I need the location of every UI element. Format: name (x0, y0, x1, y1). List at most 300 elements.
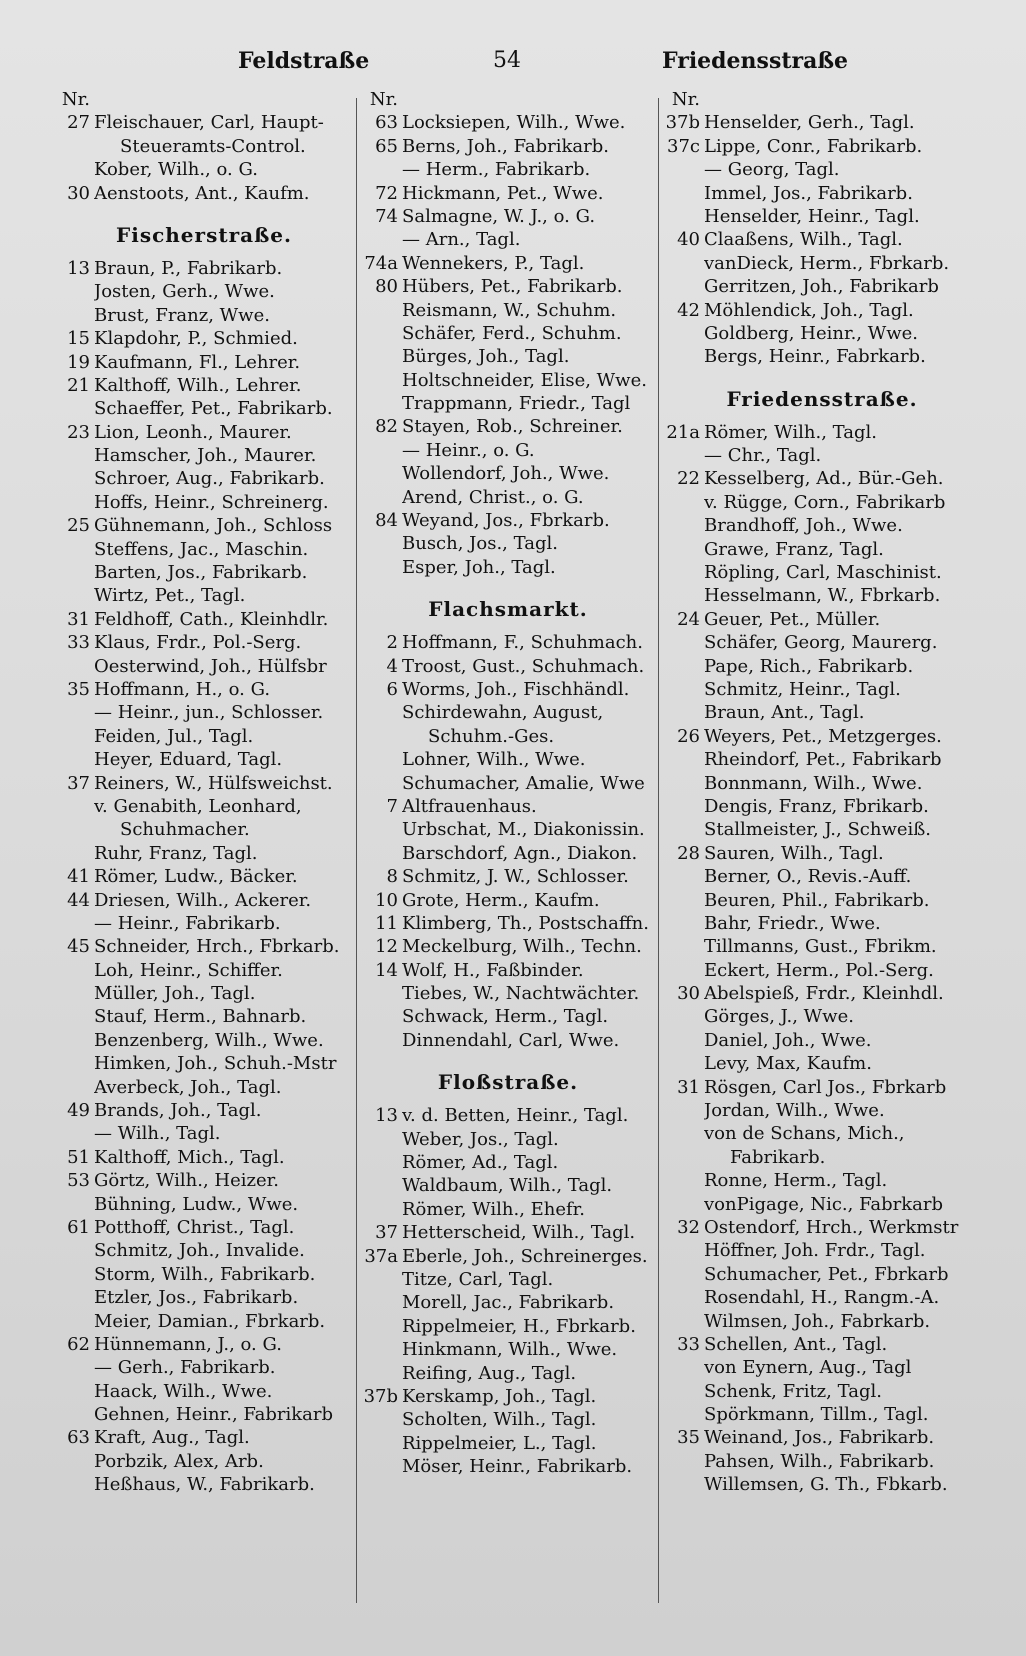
house-number (662, 561, 704, 584)
directory-entry (360, 111, 656, 134)
house-number: 4 (386, 655, 398, 677)
house-number (662, 1403, 704, 1426)
resident-entry: Henselder, Heinr., Tagl. (704, 205, 920, 227)
resident-entry: Bahr, Friedr., Wwe. (704, 912, 881, 934)
resident-entry: Fabrikarb. (730, 1146, 826, 1168)
house-number: Nr. (61, 89, 90, 110)
resident-entry: Weyand, Jos., Fbrkarb. (402, 510, 610, 532)
resident-entry: Storm, Wilh., Fabrikarb. (94, 1263, 316, 1285)
house-number (662, 1169, 704, 1192)
house-number (56, 1263, 94, 1286)
resident-entry: v. Rügge, Corn., Fabrikarb (704, 491, 946, 513)
resident-entry: Fleischauer, Carl, Haupt- (94, 112, 324, 134)
resident-entry: Busch, Jos., Tagl. (402, 533, 558, 555)
directory-entry (662, 322, 982, 345)
resident-entry: Troost, Gust., Schuhmach. (402, 655, 645, 677)
resident-entry: v. Genabith, Leonhard, (94, 795, 302, 817)
house-number (56, 1005, 94, 1028)
resident-entry: — Georg, Tagl. (704, 159, 840, 181)
directory-entry (662, 1333, 982, 1356)
column-right (662, 88, 982, 1497)
house-number (662, 1473, 704, 1496)
house-number (56, 1356, 94, 1379)
resident-entry: Kaufmann, Fl., Lehrer. (94, 351, 301, 373)
house-number (56, 912, 94, 935)
directory-entry (56, 912, 352, 935)
resident-entry: Hünnemann, J., o. G. (94, 1333, 282, 1355)
directory-entry (56, 111, 352, 134)
resident-entry: Schumacher, Pet., Fbrkarb (704, 1263, 949, 1285)
resident-entry: Römer, Ad., Tagl. (402, 1152, 559, 1174)
house-number: 62 (67, 1333, 90, 1355)
resident-entry: Ostendorf, Hrch., Werkmstr (704, 1216, 959, 1238)
house-number (662, 935, 704, 958)
directory-entry (662, 1239, 982, 1262)
directory-entry (360, 818, 656, 841)
directory-entry (662, 111, 982, 134)
resident-entry: Schellen, Ant., Tagl. (704, 1333, 888, 1355)
resident-entry: Lion, Leonh., Maurer. (94, 421, 292, 443)
resident-entry: — Gerh., Fabrikarb. (94, 1357, 276, 1379)
street-heading: Friedensstraße. (726, 386, 918, 411)
directory-entry (360, 556, 656, 579)
resident-entry: Morell, Jac., Fabrikarb. (402, 1292, 615, 1314)
directory-entry (360, 1151, 656, 1174)
resident-entry: Grawe, Franz, Tagl. (704, 538, 884, 560)
house-number: 33 (677, 1333, 700, 1355)
resident-entry: Röpling, Carl, Maschinist. (704, 562, 942, 584)
directory-entry (56, 374, 352, 397)
directory-entry (360, 415, 656, 438)
resident-entry: — Arn., Tagl. (402, 229, 521, 251)
directory-entry (662, 655, 982, 678)
directory-entry (662, 1005, 982, 1028)
house-number (56, 748, 94, 771)
directory-entry (662, 725, 982, 748)
directory-entry (662, 912, 982, 935)
house-number (360, 1268, 402, 1291)
directory-entry (56, 842, 352, 865)
street-heading: Floßstraße. (437, 1070, 579, 1095)
house-number (360, 1408, 402, 1431)
house-number (662, 182, 704, 205)
directory-entry (56, 88, 352, 111)
house-number: 25 (67, 515, 90, 537)
resident-entry: Lohner, Wilh., Wwe. (402, 749, 586, 771)
house-number (662, 678, 704, 701)
house-number: 74a (364, 252, 398, 274)
house-number (56, 158, 94, 181)
house-number: 37c (667, 135, 700, 157)
directory-entry (662, 182, 982, 205)
resident-entry: Altfrauenhaus. (402, 795, 537, 817)
directory-entry (360, 772, 656, 795)
resident-entry: von Eynern, Aug., Tagl (704, 1357, 912, 1379)
directory-entry (662, 1052, 982, 1075)
resident-entry: Kesselberg, Ad., Bür.-Geh. (704, 468, 944, 490)
resident-entry: Bürges, Joh., Tagl. (402, 346, 570, 368)
resident-entry: Kalthoff, Mich., Tagl. (94, 1146, 285, 1168)
house-number: 13 (67, 257, 90, 279)
resident-entry: Weyers, Pet., Metzgerges. (704, 725, 942, 747)
directory-entry (662, 88, 982, 111)
directory-entry (56, 772, 352, 795)
directory-entry (360, 725, 656, 748)
house-number (360, 228, 402, 251)
resident-entry: Rheindorf, Pet., Fabrikarb (704, 749, 942, 771)
resident-entry: Titze, Carl, Tagl. (402, 1268, 554, 1290)
resident-entry: Wirtz, Pet., Tagl. (94, 585, 246, 607)
resident-entry: Gühnemann, Joh., Schloss (94, 515, 333, 537)
resident-entry: Sauren, Wilh., Tagl. (704, 842, 884, 864)
resident-entry: Geuer, Pet., Müller. (704, 608, 881, 630)
directory-entry (360, 1338, 656, 1361)
directory-entry (662, 772, 982, 795)
directory-entry (662, 584, 982, 607)
directory-entry (360, 795, 656, 818)
directory-entry (56, 538, 352, 561)
resident-entry: Kalthoff, Wilh., Lehrer. (94, 374, 302, 396)
directory-entry (360, 678, 656, 701)
resident-entry: Rippelmeier, H., Fbrkarb. (402, 1315, 636, 1337)
house-number: 8 (386, 866, 398, 888)
resident-entry: Meckelburg, Wilh., Techn. (402, 936, 642, 958)
resident-entry: Tillmanns, Gust., Fbrikm. (704, 936, 937, 958)
resident-entry: Dengis, Franz, Fbrikarb. (704, 795, 929, 817)
house-number: 33 (67, 632, 90, 654)
resident-entry: Eckert, Herm., Pol.-Serg. (704, 959, 934, 981)
house-number: 84 (375, 510, 398, 532)
house-number (360, 1291, 402, 1314)
directory-entry (360, 1315, 656, 1338)
directory-entry (662, 1356, 982, 1379)
directory-entry (56, 725, 352, 748)
directory-entry (56, 1216, 352, 1239)
house-number: 49 (67, 1100, 90, 1122)
directory-entry (56, 865, 352, 888)
resident-entry: Hesselmann, W., Fbrkarb. (704, 585, 941, 607)
directory-entry (662, 1099, 982, 1122)
resident-entry: Levy, Max, Kaufm. (704, 1053, 872, 1075)
directory-entry (662, 889, 982, 912)
directory-entry (56, 1380, 352, 1403)
directory-entry (662, 1216, 982, 1239)
house-number (360, 1151, 402, 1174)
resident-entry: Wollendorf, Joh., Wwe. (402, 463, 610, 485)
house-number: 10 (375, 889, 398, 911)
directory-entry (662, 1310, 982, 1333)
resident-entry: Bonnmann, Wilh., Wwe. (704, 772, 923, 794)
directory-entry (56, 561, 352, 584)
resident-entry: Brands, Joh., Tagl. (94, 1100, 262, 1122)
directory-entry (56, 1005, 352, 1028)
directory-entry (360, 228, 656, 251)
house-number (56, 467, 94, 490)
resident-entry: Barten, Jos., Fabrikarb. (94, 562, 308, 584)
resident-entry (402, 88, 656, 111)
directory-entry (662, 631, 982, 654)
resident-entry: Wennekers, P., Tagl. (402, 252, 585, 274)
house-number: 82 (375, 416, 398, 438)
house-number (662, 818, 704, 841)
directory-entry (662, 608, 982, 631)
resident-entry: Reiners, W., Hülfsweichst. (94, 772, 333, 794)
resident-entry: Stayen, Rob., Schreiner. (402, 416, 623, 438)
house-number: 24 (677, 608, 700, 630)
house-number: 65 (375, 135, 398, 157)
directory-entry (360, 158, 656, 181)
house-number (56, 491, 94, 514)
directory-entry (662, 467, 982, 490)
resident-entry: — Wilh., Tagl. (94, 1123, 221, 1145)
directory-entry (662, 1286, 982, 1309)
house-number (56, 444, 94, 467)
house-number (56, 1310, 94, 1333)
house-number (662, 538, 704, 561)
house-number (360, 1128, 402, 1151)
resident-entry: Dinnendahl, Carl, Wwe. (402, 1029, 620, 1051)
house-number: 21 (67, 374, 90, 396)
directory-entry (360, 1385, 656, 1408)
directory-entry (662, 1263, 982, 1286)
directory-entry (662, 982, 982, 1005)
house-number (56, 655, 94, 678)
directory-entry (360, 1362, 656, 1385)
resident-entry: Wilmsen, Joh., Fabrkarb. (704, 1310, 931, 1332)
directory-entry (662, 1403, 982, 1426)
header-left-street: Feldstraße (238, 48, 370, 74)
house-number: 19 (67, 351, 90, 373)
house-number: 63 (67, 1427, 90, 1449)
resident-entry: Möser, Heinr., Fabrikarb. (402, 1456, 633, 1478)
house-number: 37b (363, 1385, 398, 1407)
house-number (360, 532, 402, 555)
resident-entry: Steffens, Jac., Maschin. (94, 538, 309, 560)
directory-entry (56, 1239, 352, 1262)
resident-entry: — Heinr., jun., Schlosser. (94, 702, 324, 724)
directory-entry (360, 275, 656, 298)
house-number (360, 725, 402, 748)
directory-entry (56, 280, 352, 303)
directory-entry (360, 701, 656, 724)
directory-entry (56, 1356, 352, 1379)
resident-entry: — Herm., Fabrikarb. (402, 159, 591, 181)
resident-entry: Porbzik, Alex, Arb. (94, 1450, 264, 1472)
resident-entry: Weinand, Jos., Fabrikarb. (704, 1427, 935, 1449)
resident-entry: Jordan, Wilh., Wwe. (704, 1100, 885, 1122)
house-number (662, 1052, 704, 1075)
column-divider (356, 98, 357, 1603)
directory-entry (56, 351, 352, 374)
house-number: 51 (67, 1146, 90, 1168)
resident-entry: vanDieck, Herm., Fbrkarb. (704, 252, 950, 274)
resident-entry: Schäfer, Georg, Maurerg. (704, 632, 938, 654)
resident-entry: Möhlendick, Joh., Tagl. (704, 299, 914, 321)
street-heading: Fischerstraße. (116, 222, 292, 247)
house-number (56, 795, 94, 818)
house-number (56, 135, 94, 158)
directory-entry (360, 631, 656, 654)
directory-entry (662, 421, 982, 444)
resident-entry: Heyer, Eduard, Tagl. (94, 749, 283, 771)
resident-entry: Abelspieß, Frdr., Kleinhdl. (704, 983, 944, 1005)
house-number: 26 (677, 725, 700, 747)
house-number: 44 (67, 889, 90, 911)
street-heading: Flachsmarkt. (428, 597, 588, 622)
house-number: 37a (364, 1245, 398, 1267)
directory-entry (56, 1473, 352, 1496)
directory-entry (662, 795, 982, 818)
house-number (662, 1286, 704, 1309)
house-number (662, 584, 704, 607)
directory-entry (360, 1455, 656, 1478)
directory-entry (662, 158, 982, 181)
directory-entry (56, 397, 352, 420)
resident-entry: Claaßens, Wilh., Tagl. (704, 229, 903, 251)
resident-entry: Pape, Rich., Fabrikarb. (704, 655, 914, 677)
directory-entry (360, 1128, 656, 1151)
resident-entry: Schenk, Fritz, Tagl. (704, 1380, 882, 1402)
house-number (56, 1450, 94, 1473)
house-number (662, 322, 704, 345)
directory-entry (360, 369, 656, 392)
house-number (662, 1099, 704, 1122)
house-number: 14 (375, 959, 398, 981)
resident-entry: Brust, Franz, Wwe. (94, 304, 270, 326)
resident-entry: Meier, Damian., Fbrkarb. (94, 1310, 326, 1332)
directory-entry (662, 514, 982, 537)
directory-entry (662, 1076, 982, 1099)
house-number (662, 491, 704, 514)
house-number (360, 818, 402, 841)
resident-entry: Steueramts-Control. (120, 135, 306, 157)
resident-entry: Schirdewahn, August, (402, 702, 604, 724)
house-number (56, 1286, 94, 1309)
directory-entry (56, 421, 352, 444)
resident-entry: Bühning, Ludw., Wwe. (94, 1193, 299, 1215)
house-number (56, 1239, 94, 1262)
directory-entry (360, 322, 656, 345)
directory-entry (662, 748, 982, 771)
house-number (56, 280, 94, 303)
house-number: 11 (375, 912, 398, 934)
house-number: 42 (677, 299, 700, 321)
resident-entry: Schaeffer, Pet., Fabrikarb. (94, 398, 333, 420)
house-number (360, 439, 402, 462)
directory-entry (662, 935, 982, 958)
directory-entry (662, 205, 982, 228)
resident-entry: Höffner, Joh. Frdr., Tagl. (704, 1240, 926, 1262)
directory-entry (662, 818, 982, 841)
resident-entry: Etzler, Jos., Fabrikarb. (94, 1287, 299, 1309)
resident-entry: Stallmeister, J., Schweiß. (704, 819, 932, 841)
directory-entry (56, 1099, 352, 1122)
house-number: 30 (677, 983, 700, 1005)
house-number: 45 (67, 936, 90, 958)
house-number (662, 631, 704, 654)
resident-entry: Grote, Herm., Kaufm. (402, 889, 600, 911)
house-number (360, 748, 402, 771)
directory-entry (662, 275, 982, 298)
directory-entry (56, 467, 352, 490)
house-number: 80 (375, 276, 398, 298)
resident-entry: Braun, Ant., Tagl. (704, 702, 865, 724)
column-middle (360, 88, 656, 1478)
house-number: 27 (67, 112, 90, 134)
resident-entry: Schumacher, Amalie, Wwe (402, 772, 645, 794)
resident-entry: Ronne, Herm., Tagl. (704, 1170, 888, 1192)
directory-entry (360, 345, 656, 368)
directory-entry (360, 182, 656, 205)
resident-entry: Schroer, Aug., Fabrikarb. (94, 468, 325, 490)
directory-entry (360, 1198, 656, 1221)
house-number (56, 584, 94, 607)
resident-entry: Averbeck, Joh., Tagl. (94, 1076, 282, 1098)
resident-entry: Aenstoots, Ant., Kaufm. (94, 182, 310, 204)
page-header (0, 48, 1026, 88)
resident-entry: Loh, Heinr., Schiffer. (94, 959, 283, 981)
resident-entry: Esper, Joh., Tagl. (402, 556, 556, 578)
house-number (662, 1263, 704, 1286)
directory-entry (662, 135, 982, 158)
directory-entry (56, 304, 352, 327)
resident-entry: Stauf, Herm., Bahnarb. (94, 1006, 307, 1028)
resident-entry: Reifing, Aug., Tagl. (402, 1362, 577, 1384)
resident-entry: Pahsen, Wilh., Fabrikarb. (704, 1450, 935, 1472)
resident-entry: Schäfer, Ferd., Schuhm. (402, 322, 622, 344)
directory-entry (360, 439, 656, 462)
resident-entry: Römer, Wilh., Tagl. (704, 421, 877, 443)
directory-entry (360, 1432, 656, 1455)
directory-entry (56, 1310, 352, 1333)
resident-entry: Schmitz, J. W., Schlosser. (402, 866, 629, 888)
directory-entry (662, 1380, 982, 1403)
directory-entry (360, 982, 656, 1005)
directory-entry (662, 299, 982, 322)
house-number: 35 (677, 1427, 700, 1449)
resident-entry: — Heinr., Fabrikarb. (94, 912, 281, 934)
house-number (662, 1380, 704, 1403)
house-number (662, 889, 704, 912)
resident-entry: Barschdorf, Agn., Diakon. (402, 842, 638, 864)
directory-entry (56, 1029, 352, 1052)
directory-entry (662, 252, 982, 275)
directory-entry (56, 1426, 352, 1449)
resident-entry: Waldbaum, Wilh., Tagl. (402, 1175, 613, 1197)
house-number: 13 (375, 1105, 398, 1127)
house-number: 22 (677, 468, 700, 490)
house-number: 21a (666, 421, 700, 443)
house-number (56, 982, 94, 1005)
resident-entry: Arend, Christ., o. G. (402, 486, 584, 508)
directory-entry (360, 1029, 656, 1052)
house-number (360, 322, 402, 345)
directory-entry (56, 655, 352, 678)
directory-entry (360, 655, 656, 678)
resident-entry: Salmagne, W. J., o. G. (402, 205, 596, 227)
resident-entry: Klaus, Frdr., Pol.-Serg. (94, 632, 302, 654)
house-number (56, 1122, 94, 1145)
directory-entry (662, 538, 982, 561)
house-number (662, 865, 704, 888)
house-number: 30 (67, 182, 90, 204)
directory-entry (56, 327, 352, 350)
directory-entry (360, 1408, 656, 1431)
house-number (662, 1005, 704, 1028)
directory-entry (360, 462, 656, 485)
directory-entry (360, 865, 656, 888)
house-number (360, 299, 402, 322)
